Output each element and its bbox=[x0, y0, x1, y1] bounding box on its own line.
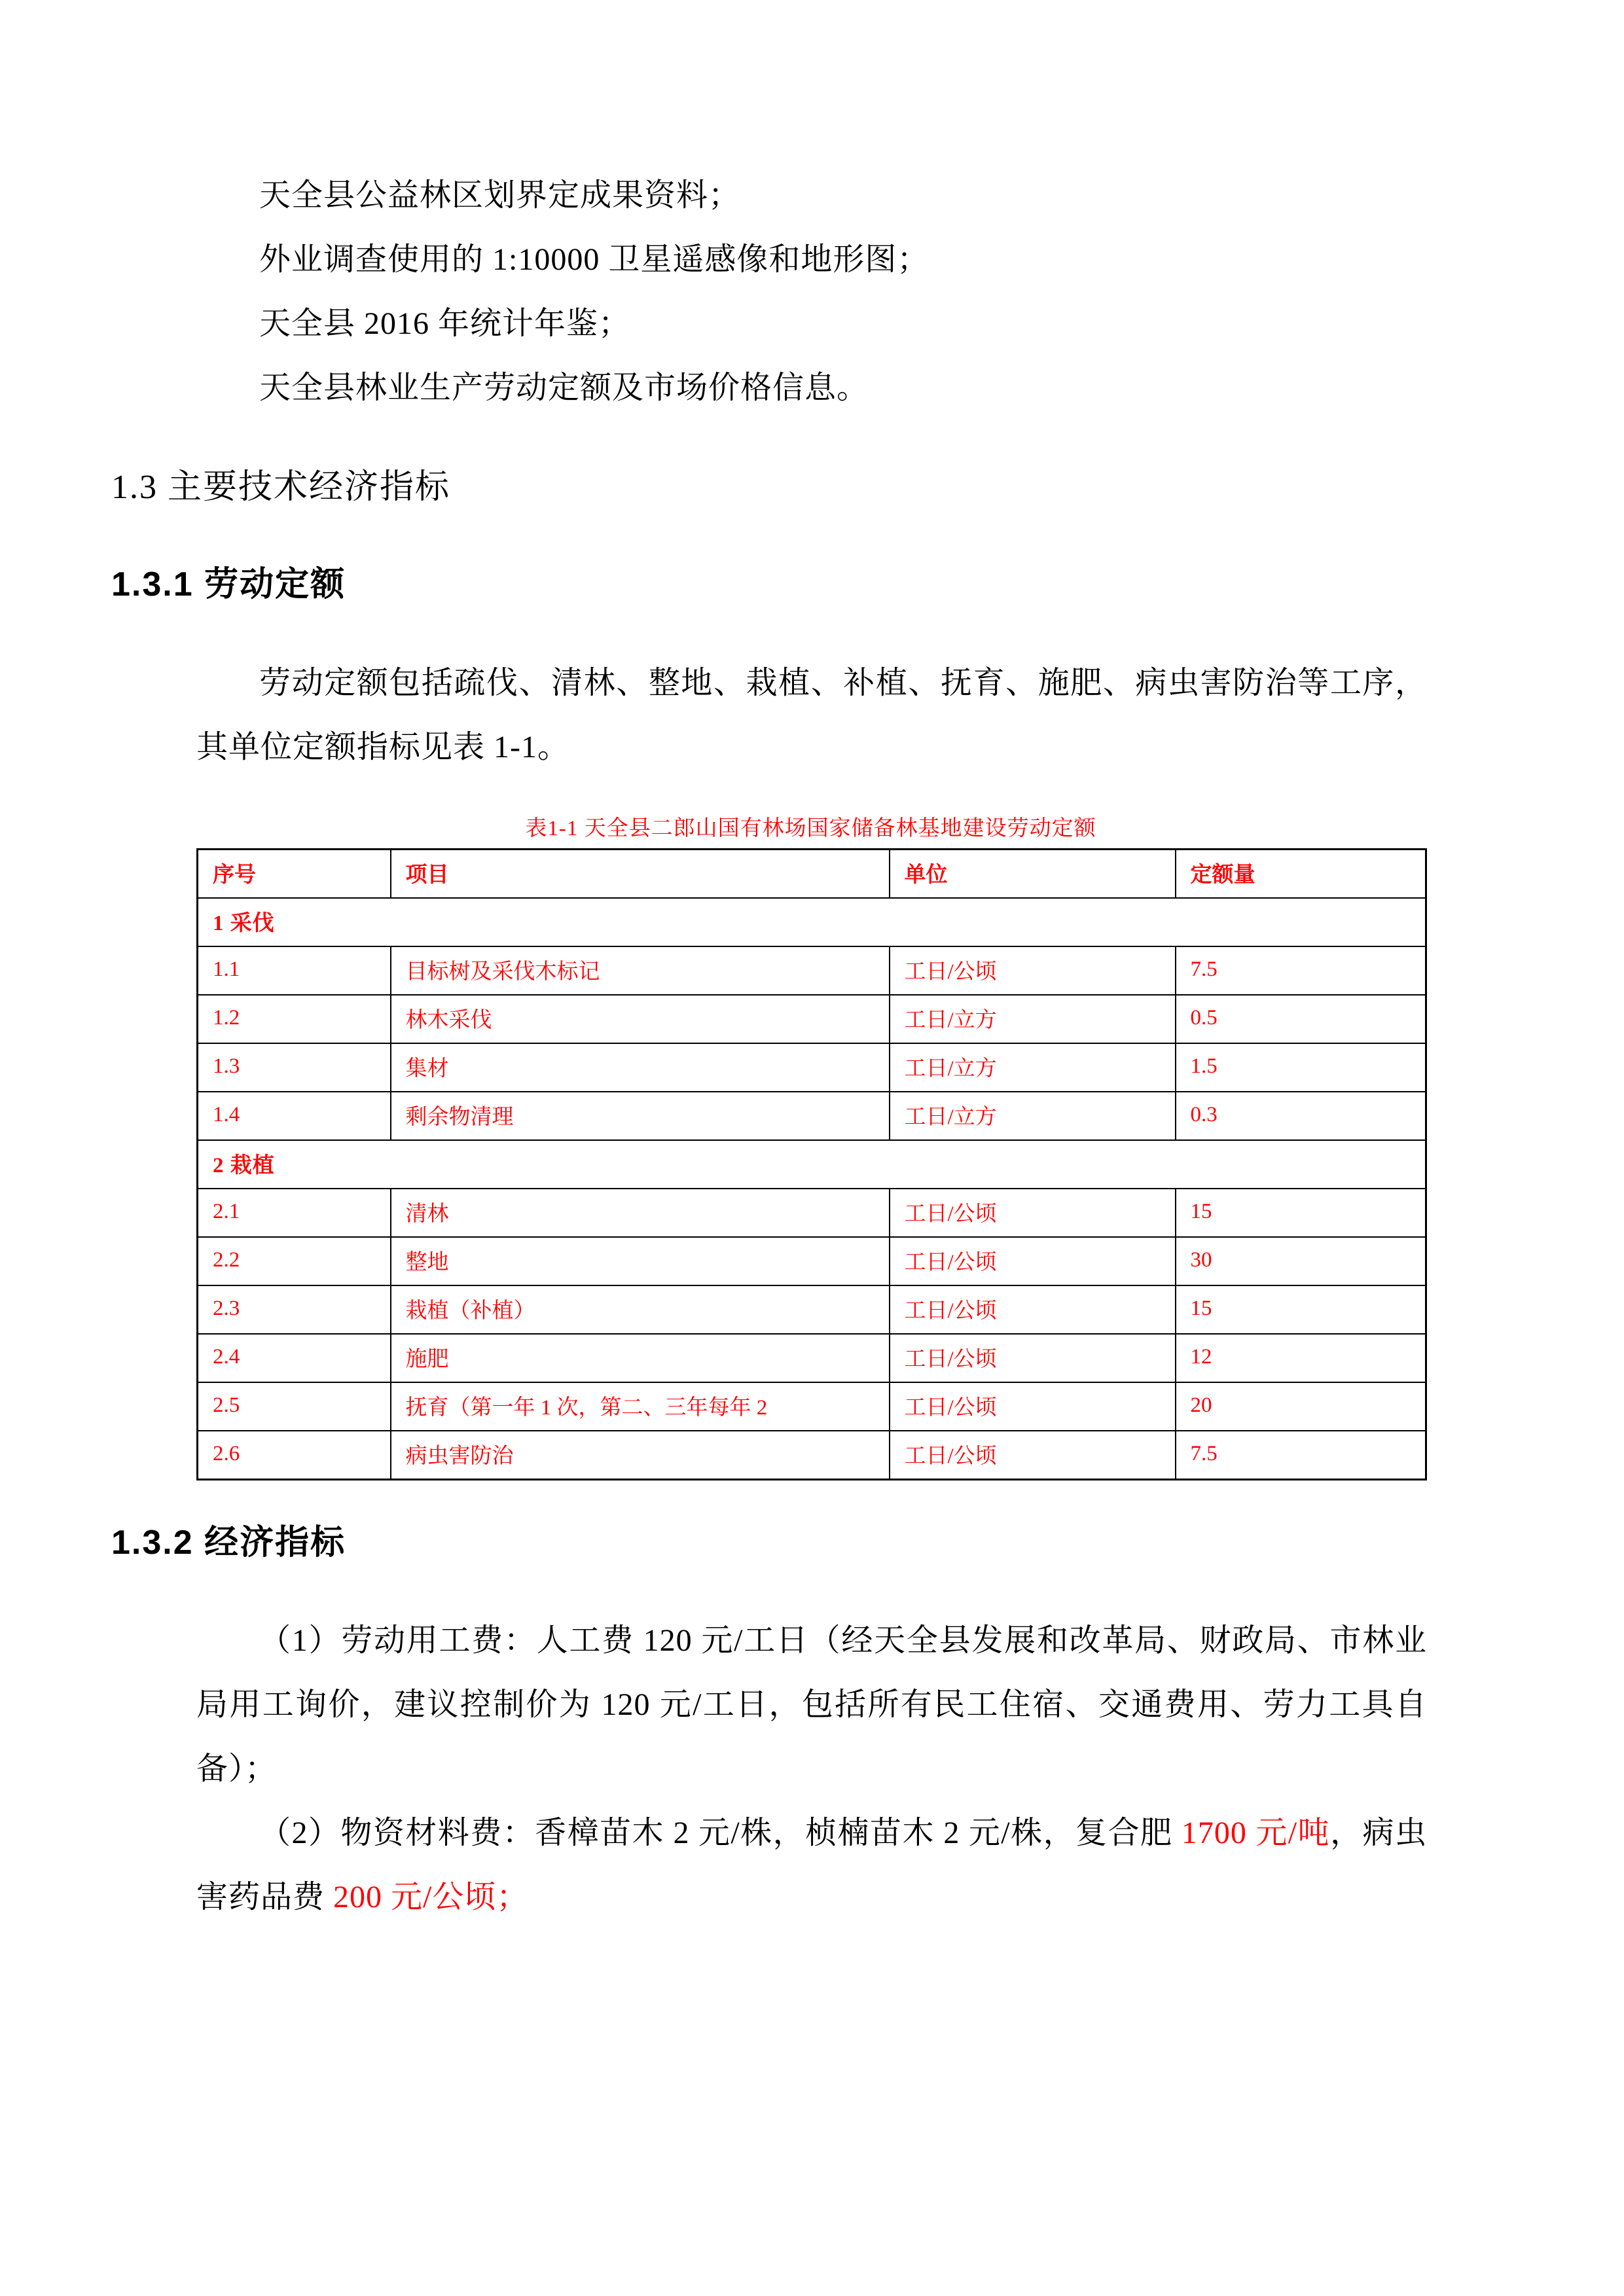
cell-unit: 工日/立方 bbox=[890, 995, 1176, 1043]
cell-item: 目标树及采伐木标记 bbox=[391, 946, 890, 995]
table-row bbox=[198, 995, 1426, 1043]
cell-qty: 15 bbox=[1176, 1285, 1426, 1334]
paragraph-labor-cost: （1）劳动用工费：人工费 120 元/工日（经天全县发展和改革局、财政局、市林业局用工询价，建议控制价为 120 元/工日，包括所有民工住宿、交通费用、劳力工具自备）； bbox=[196, 1623, 1427, 1787]
cell-qty: 0.5 bbox=[1176, 995, 1426, 1043]
cell-unit: 工日/公顷 bbox=[890, 1334, 1176, 1382]
cell-qty: 7.5 bbox=[1176, 946, 1426, 995]
labor-quota-table bbox=[196, 848, 1427, 1480]
table-caption: 表1-1 天全县二郎山国有林场国家储备林基地建设劳动定额 bbox=[525, 816, 1096, 840]
reference-line: 外业调查使用的 1:10000 卫星遥感像和地形图； bbox=[259, 242, 929, 277]
cell-item: 清林 bbox=[391, 1189, 890, 1237]
heading-1-3-2: 1.3.2 经济指标 bbox=[111, 1523, 346, 1562]
cell-item: 剩余物清理 bbox=[391, 1092, 890, 1140]
cell-qty: 20 bbox=[1176, 1382, 1426, 1431]
paragraph-labor-quota: 劳动定额包括疏伐、清林、整地、栽植、补植、抚育、施肥、病虫害防治等工序，其单位定额指标见表 1-1。 bbox=[196, 665, 1427, 764]
cell-unit: 工日/公顷 bbox=[890, 1431, 1176, 1480]
cell-no: 1.4 bbox=[198, 1092, 391, 1140]
heading-1-3: 1.3 主要技术经济指标 bbox=[111, 469, 451, 506]
table-header-row bbox=[198, 849, 1426, 898]
cell-item: 栽植（补植） bbox=[391, 1285, 890, 1334]
cell-item: 抚育（第一年 1 次，第二、三年每年 2 bbox=[391, 1382, 890, 1431]
cell-qty: 15 bbox=[1176, 1189, 1426, 1237]
cell-unit: 工日/公顷 bbox=[890, 1382, 1176, 1431]
material-cost-price-pesticide: 200 元/公顷； bbox=[333, 1880, 529, 1915]
group-label: 1 采伐 bbox=[198, 898, 1426, 946]
cell-no: 1.3 bbox=[198, 1043, 391, 1092]
heading-1-3-1: 1.3.1 劳动定额 bbox=[111, 565, 346, 604]
table-row bbox=[198, 1285, 1426, 1334]
cell-no: 2.4 bbox=[198, 1334, 391, 1382]
column-header-no: 序号 bbox=[198, 849, 391, 898]
table-row bbox=[198, 1431, 1426, 1480]
reference-line: 天全县公益林区划界定成果资料； bbox=[259, 178, 741, 213]
cell-no: 2.1 bbox=[198, 1189, 391, 1237]
material-cost-text-2: ，病虫害药品费 bbox=[196, 1816, 1427, 1915]
column-header-qty: 定额量 bbox=[1176, 849, 1426, 898]
cell-qty: 30 bbox=[1176, 1237, 1426, 1285]
cell-no: 1.2 bbox=[198, 995, 391, 1043]
cell-item: 施肥 bbox=[391, 1334, 890, 1382]
cell-qty: 7.5 bbox=[1176, 1431, 1426, 1480]
table-row bbox=[198, 1189, 1426, 1237]
column-header-item: 项目 bbox=[391, 849, 890, 898]
column-header-unit: 单位 bbox=[890, 849, 1176, 898]
cell-qty: 1.5 bbox=[1176, 1043, 1426, 1092]
cell-no: 2.3 bbox=[198, 1285, 391, 1334]
cell-no: 1.1 bbox=[198, 946, 391, 995]
cell-unit: 工日/公顷 bbox=[890, 1189, 1176, 1237]
material-cost-price-fertilizer: 1700 元/吨 bbox=[1181, 1816, 1331, 1851]
cell-unit: 工日/公顷 bbox=[890, 1237, 1176, 1285]
table-row bbox=[198, 1237, 1426, 1285]
cell-unit: 工日/公顷 bbox=[890, 946, 1176, 995]
cell-qty: 12 bbox=[1176, 1334, 1426, 1382]
reference-line: 天全县 2016 年统计年鉴； bbox=[259, 306, 631, 341]
cell-no: 2.2 bbox=[198, 1237, 391, 1285]
cell-no: 2.5 bbox=[198, 1382, 391, 1431]
material-cost-text-1: （2）物资材料费：香樟苗木 2 元/株，桢楠苗木 2 元/株，复合肥 bbox=[259, 1816, 1182, 1851]
cell-item: 病虫害防治 bbox=[391, 1431, 890, 1480]
cell-unit: 工日/立方 bbox=[890, 1092, 1176, 1140]
table-row bbox=[198, 1043, 1426, 1092]
table-group-row bbox=[198, 1140, 1426, 1189]
table-group-row bbox=[198, 898, 1426, 946]
table-row bbox=[198, 1334, 1426, 1382]
group-label: 2 栽植 bbox=[198, 1140, 1426, 1189]
reference-line: 天全县林业生产劳动定额及市场价格信息。 bbox=[259, 370, 869, 405]
cell-item: 林木采伐 bbox=[391, 995, 890, 1043]
table-row bbox=[198, 946, 1426, 995]
cell-unit: 工日/公顷 bbox=[890, 1285, 1176, 1334]
cell-item: 整地 bbox=[391, 1237, 890, 1285]
cell-unit: 工日/立方 bbox=[890, 1043, 1176, 1092]
page-content bbox=[111, 164, 1427, 1929]
table-row bbox=[198, 1092, 1426, 1140]
cell-qty: 0.3 bbox=[1176, 1092, 1426, 1140]
paragraph-material-cost bbox=[196, 1801, 1427, 1929]
cell-no: 2.6 bbox=[198, 1431, 391, 1480]
table-row bbox=[198, 1382, 1426, 1431]
cell-item: 集材 bbox=[391, 1043, 890, 1092]
